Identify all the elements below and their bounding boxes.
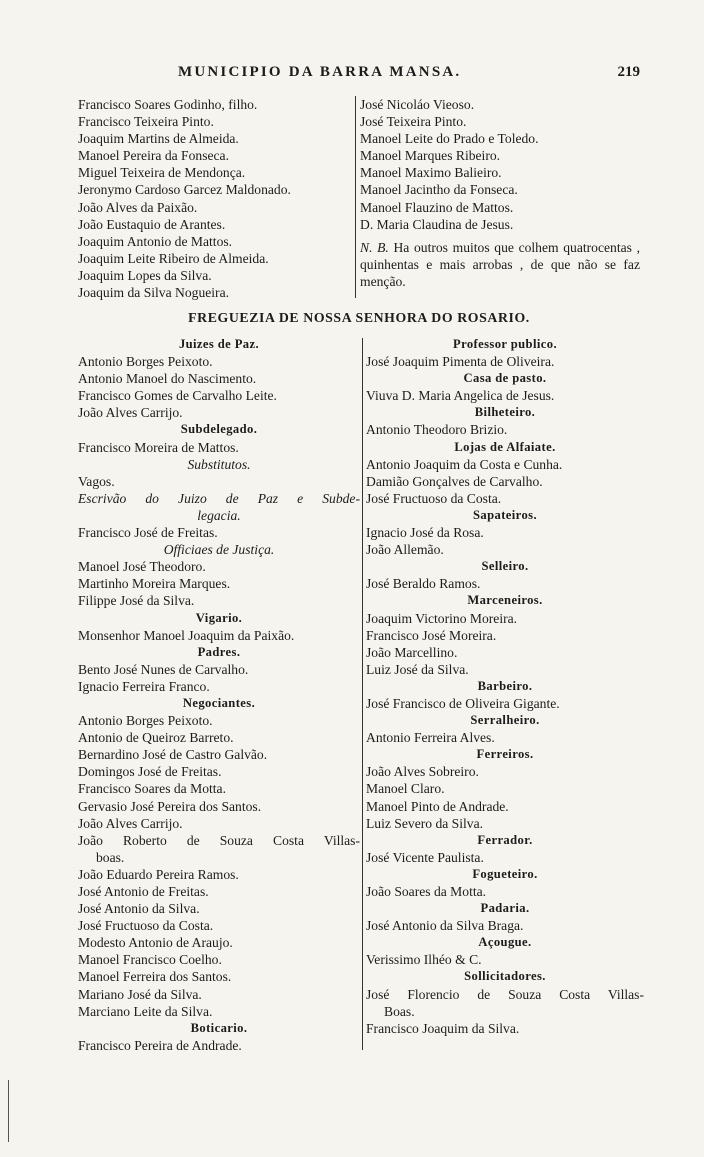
list-item: João Alves Carrijo.	[78, 815, 183, 831]
list-item: José Francisco de Oliveira Gigante.	[366, 695, 560, 711]
list-item: Antonio Ferreira Alves.	[366, 730, 495, 746]
list-item: Joaquim Leite Ribeiro de Almeida.	[78, 250, 269, 266]
running-title: MUNICIPIO DA BARRA MANSA.	[178, 64, 462, 80]
list-item: João Roberto de Souza Costa Villas-	[78, 832, 360, 848]
list-item: Francisco Soares da Motta.	[78, 781, 226, 797]
list-item: Manoel Maximo Balieiro.	[360, 165, 502, 181]
list-item: João Eduardo Pereira Ramos.	[78, 866, 239, 882]
section-heading: Ferrador.	[477, 832, 533, 847]
list-item: Antonio de Queiroz Barreto.	[78, 730, 234, 746]
nota-bene-text: Ha outros muitos que colhem quatrocentas , quinhentas e mais arrobas , de que não se faz menção.	[360, 239, 640, 289]
list-item: João Marcellino.	[366, 644, 458, 660]
list-item: Luiz José da Silva.	[366, 661, 469, 677]
section-heading: Substitutos.	[187, 456, 251, 472]
list-item: João Soares da Motta.	[366, 884, 487, 899]
section-heading: Bilheteiro.	[474, 405, 536, 420]
column-divider	[362, 338, 363, 1050]
section-heading: Ferreiros.	[476, 747, 534, 762]
section-heading: Açougue.	[478, 935, 532, 950]
section-heading: Selleiro.	[481, 559, 529, 574]
list-item: Viuva D. Maria Angelica de Jesus.	[366, 388, 555, 404]
parish-right-column	[366, 336, 644, 1037]
section-heading: Sollicitadores.	[464, 969, 546, 984]
list-item: Damião Gonçalves de Carvalho.	[366, 473, 543, 489]
list-item: Francisco Pereira de Andrade.	[78, 1037, 242, 1053]
parish-title: FREGUEZIA DE NOSSA SENHORA DO ROSARIO.	[188, 310, 530, 325]
list-item: Francisco Joaquim da Silva.	[366, 1020, 520, 1036]
list-item: D. Maria Claudina de Jesus.	[360, 216, 514, 232]
list-item: José Fructuoso da Costa.	[78, 918, 214, 934]
list-item: Modesto Antonio de Araujo.	[78, 935, 233, 951]
section-heading: Barbeiro.	[477, 678, 533, 693]
list-item: José Antonio de Freitas.	[78, 884, 209, 899]
list-item: boas.	[96, 849, 125, 865]
list-item: Manoel Jacintho da Fonseca.	[360, 182, 518, 198]
list-item: José Beraldo Ramos.	[366, 576, 481, 592]
section-heading: Subdelegado.	[180, 422, 258, 437]
list-item: Gervasio José Pereira dos Santos.	[78, 798, 262, 814]
section-heading: Serralheiro.	[470, 713, 540, 728]
top-left-list	[78, 96, 348, 301]
list-item: João Eustaquio de Arantes.	[78, 216, 226, 232]
list-item: Ignacio Ferreira Franco.	[78, 678, 210, 694]
list-item: Francisco José Moreira.	[366, 627, 497, 643]
list-item: Francisco Moreira de Mattos.	[78, 439, 239, 455]
list-item: Joaquim Victorino Moreira.	[366, 610, 518, 626]
list-item: Joaquim Martins de Almeida.	[78, 131, 239, 147]
nota-bene-label: N. B.	[360, 239, 389, 255]
list-item: João Alves Carrijo.	[78, 405, 183, 421]
top-right-list	[360, 96, 640, 290]
list-item: Marciano Leite da Silva.	[78, 1003, 213, 1019]
list-item: Boas.	[384, 1003, 415, 1019]
section-heading: Fogueteiro.	[472, 866, 538, 881]
list-item: José Joaquim Pimenta de Oliveira.	[366, 354, 555, 370]
list-item: Manoel Claro.	[366, 781, 445, 797]
section-heading: Lojas de Alfaiate.	[454, 439, 556, 454]
page-number: 219	[617, 64, 640, 80]
list-item: Joaquim Antonio de Mattos.	[78, 233, 233, 249]
list-item: Francisco Gomes de Carvalho Leite.	[78, 388, 277, 404]
list-item: Antonio Theodoro Brizio.	[366, 422, 508, 438]
list-item: Manoel Pinto de Andrade.	[366, 798, 509, 814]
list-item: Martinho Moreira Marques.	[78, 576, 231, 592]
section-heading: Casa de pasto.	[463, 371, 547, 386]
list-item: Joaquim Lopes da Silva.	[78, 267, 212, 283]
section-heading: Marceneiros.	[467, 593, 543, 608]
list-item: Francisco Teixeira Pinto.	[78, 114, 214, 130]
section-heading: Sapateiros.	[473, 507, 537, 522]
list-item: Manoel Marques Ribeiro.	[360, 148, 501, 164]
list-item: José Teixeira Pinto.	[360, 114, 467, 130]
list-item: Jeronymo Cardoso Garcez Maldonado.	[78, 182, 291, 198]
list-item: José Florencio de Souza Costa Villas-	[366, 986, 644, 1002]
list-item: Antonio Borges Peixoto.	[78, 713, 213, 729]
list-item: José Antonio da Silva Braga.	[366, 918, 524, 934]
list-item: Manoel José Theodoro.	[78, 559, 206, 575]
margin-mark	[8, 1080, 9, 1142]
section-heading: Padaria.	[480, 901, 530, 916]
list-item: Mariano José da Silva.	[78, 986, 202, 1002]
list-item: Antonio Borges Peixoto.	[78, 354, 213, 370]
list-item: Francisco José de Freitas.	[78, 525, 218, 541]
parish-left-column	[78, 336, 360, 1054]
list-item: Antonio Manoel do Nascimento.	[78, 371, 257, 387]
list-item: José Vicente Paulista.	[366, 849, 484, 865]
list-item: José Antonio da Silva.	[78, 901, 200, 917]
section-heading: Vigario.	[195, 610, 243, 625]
list-item: Bernardino José de Castro Galvão.	[78, 747, 268, 763]
section-heading: Boticario.	[190, 1020, 248, 1035]
section-heading: Officiaes de Justiça.	[163, 542, 275, 558]
list-item: Manoel Ferreira dos Santos.	[78, 969, 232, 985]
list-item: Bento José Nunes de Carvalho.	[78, 661, 249, 677]
list-item: Manoel Leite do Prado e Toledo.	[360, 131, 539, 147]
list-item: Ignacio José da Rosa.	[366, 525, 484, 541]
column-divider	[355, 96, 356, 298]
list-item: José Fructuoso da Costa.	[366, 490, 502, 506]
list-item: Filippe José da Silva.	[78, 593, 195, 609]
section-heading: Escrivão do Juizo de Paz e Subde-	[78, 490, 360, 506]
list-item: Manoel Francisco Coelho.	[78, 952, 222, 968]
page-header	[78, 64, 640, 86]
list-item: Luiz Severo da Silva.	[366, 815, 484, 831]
section-heading: Professor publico.	[453, 337, 557, 351]
list-item: Monsenhor Manoel Joaquim da Paixão.	[78, 627, 295, 643]
section-heading: Juizes de Paz.	[178, 337, 260, 351]
list-item: João Allemão.	[366, 542, 444, 558]
list-item: Miguel Teixeira de Mendonça.	[78, 165, 246, 181]
section-heading: legacia.	[197, 507, 241, 523]
list-item: Joaquim da Silva Nogueira.	[78, 285, 230, 301]
list-item: Domingos José de Freitas.	[78, 764, 222, 780]
list-item: João Alves Sobreiro.	[366, 764, 479, 780]
section-heading: Negociantes.	[182, 695, 256, 710]
list-item: Verissimo Ilhéo & C.	[366, 952, 482, 968]
list-item: João Alves da Paixão.	[78, 199, 198, 215]
list-item: Vagos.	[78, 473, 115, 489]
list-item: Francisco Soares Godinho, filho.	[78, 97, 258, 112]
list-item: José Nicoláo Vieoso.	[360, 97, 475, 112]
list-item: Manoel Pereira da Fonseca.	[78, 148, 229, 164]
section-heading: Padres.	[197, 644, 241, 659]
list-item: Manoel Flauzino de Mattos.	[360, 199, 514, 215]
nota-bene	[360, 239, 640, 290]
list-item: Antonio Joaquim da Costa e Cunha.	[366, 456, 563, 472]
